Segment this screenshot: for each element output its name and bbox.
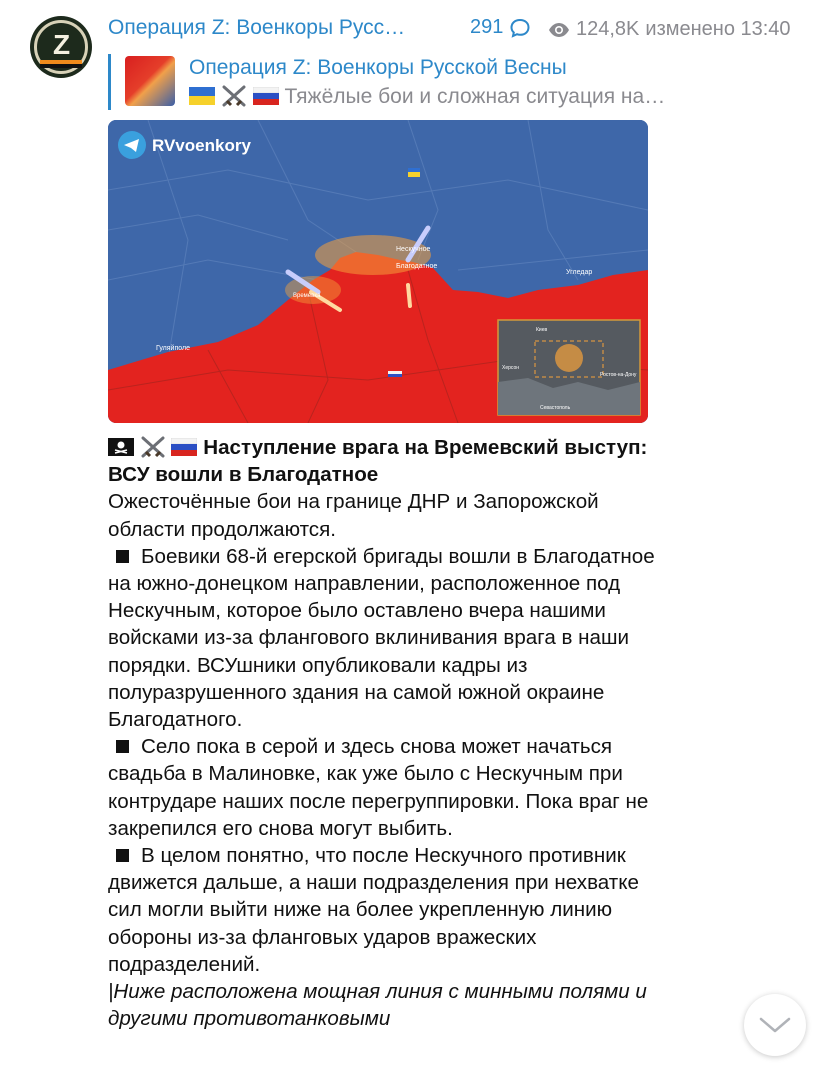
post-bullet — [108, 543, 668, 733]
crossed-swords-icon — [221, 85, 247, 107]
label-vremevka: Времевка — [293, 293, 321, 299]
pirate-flag-icon — [108, 438, 134, 456]
channel-title[interactable]: Операция Z: Военкоры Русс… — [108, 16, 406, 39]
black-square-icon — [116, 740, 129, 753]
reply-preview[interactable] — [108, 54, 711, 110]
eye-icon — [548, 22, 570, 38]
post-bullet — [108, 842, 668, 978]
avatar-ribbon-stripe — [40, 64, 82, 68]
comment-bubble-icon — [509, 17, 531, 39]
post-bullet-text: Боевики 68-й егерской бригады вошли в Благодатное на южно-донецком направлении, расположенное под Нескучным, которое было оставлено вчера нашими войсками из-за флангового вклинивания врага в наши порядки. ВСУшники опубликовали кадры из полуразрушенного здания на самой южной окраине Благодатного. — [108, 544, 655, 732]
reply-snippet: Тяжёлые бои и сложная ситуация на… — [284, 85, 666, 108]
black-square-icon — [116, 849, 129, 862]
views-count: 124,8K — [576, 18, 640, 40]
ukraine-flag-icon — [189, 87, 215, 105]
post-headline-line — [108, 434, 668, 488]
chevron-down-icon — [758, 1015, 792, 1035]
post-bullet — [108, 733, 668, 842]
post-bullet-text: В целом понятно, что после Нескучного противник движется дальше, а наши подразделения при нехватке сил могли выйти ниже на более укрепленную линию обороны из-за фланговых ударов вражеских подразделений. — [108, 844, 639, 976]
channel-avatar[interactable] — [30, 16, 92, 78]
ukraine-flag-marker — [408, 172, 420, 177]
comments-count: 291 — [470, 16, 504, 38]
crossed-swords-icon — [140, 436, 166, 458]
label-gulyaipole: Гуляйполе — [156, 345, 190, 352]
label-ugledar: Угледар — [566, 269, 593, 276]
inset-overview-map — [498, 320, 640, 415]
inset-label-rostov: Ростов-на-Дону — [600, 372, 637, 378]
avatar-z-letter: Z — [52, 29, 70, 60]
watermark-text: RVvoenkory — [152, 136, 251, 155]
reply-thumbnail — [125, 56, 175, 106]
post-italic-note: |Ниже расположена мощная линия с минными полями и другими противотанковыми — [108, 980, 647, 1031]
comments-counter[interactable] — [470, 16, 531, 39]
label-blagodatnoe: Благодатное — [396, 263, 438, 270]
inset-label-kherson: Херсон — [502, 365, 519, 371]
russia-flag-icon — [253, 87, 279, 105]
black-square-icon — [116, 550, 129, 563]
reply-text — [189, 85, 665, 109]
counter-arrow — [408, 285, 410, 306]
label-neskuchnoe: Нескучное — [396, 246, 431, 253]
inset-label-kyiv: Киев — [536, 327, 548, 333]
russia-flag-marker — [388, 377, 402, 380]
frontline-map — [108, 120, 648, 423]
map-watermark — [118, 131, 251, 159]
post-body — [108, 434, 668, 1032]
post-headline: Наступление врага на Времевский выступ: ВСУ вошли в Благодатное — [108, 436, 648, 487]
views-info — [548, 18, 791, 41]
message-header — [108, 14, 806, 46]
reply-title: Операция Z: Военкоры Русской Весны — [189, 56, 567, 79]
inset-label-sevastopol: Севастополь — [540, 405, 571, 411]
russia-flag-marker — [388, 371, 402, 374]
map-image[interactable] — [108, 120, 648, 423]
russia-flag-marker — [388, 374, 402, 377]
russia-flag-icon — [171, 438, 197, 456]
post-bullet-text: Село пока в серой и здесь снова может начаться свадьба в Малиновке, как уже было с Нескучным при контрударе наших после перегруппировки. Пока враг не закрепился его снова могут выбить. — [108, 735, 649, 840]
edited-timestamp: изменено 13:40 — [645, 18, 791, 40]
post-intro: Ожесточённые бои на границе ДНР и Запорожской области продолжаются. — [108, 490, 599, 541]
scroll-down-button[interactable] — [744, 994, 806, 1056]
